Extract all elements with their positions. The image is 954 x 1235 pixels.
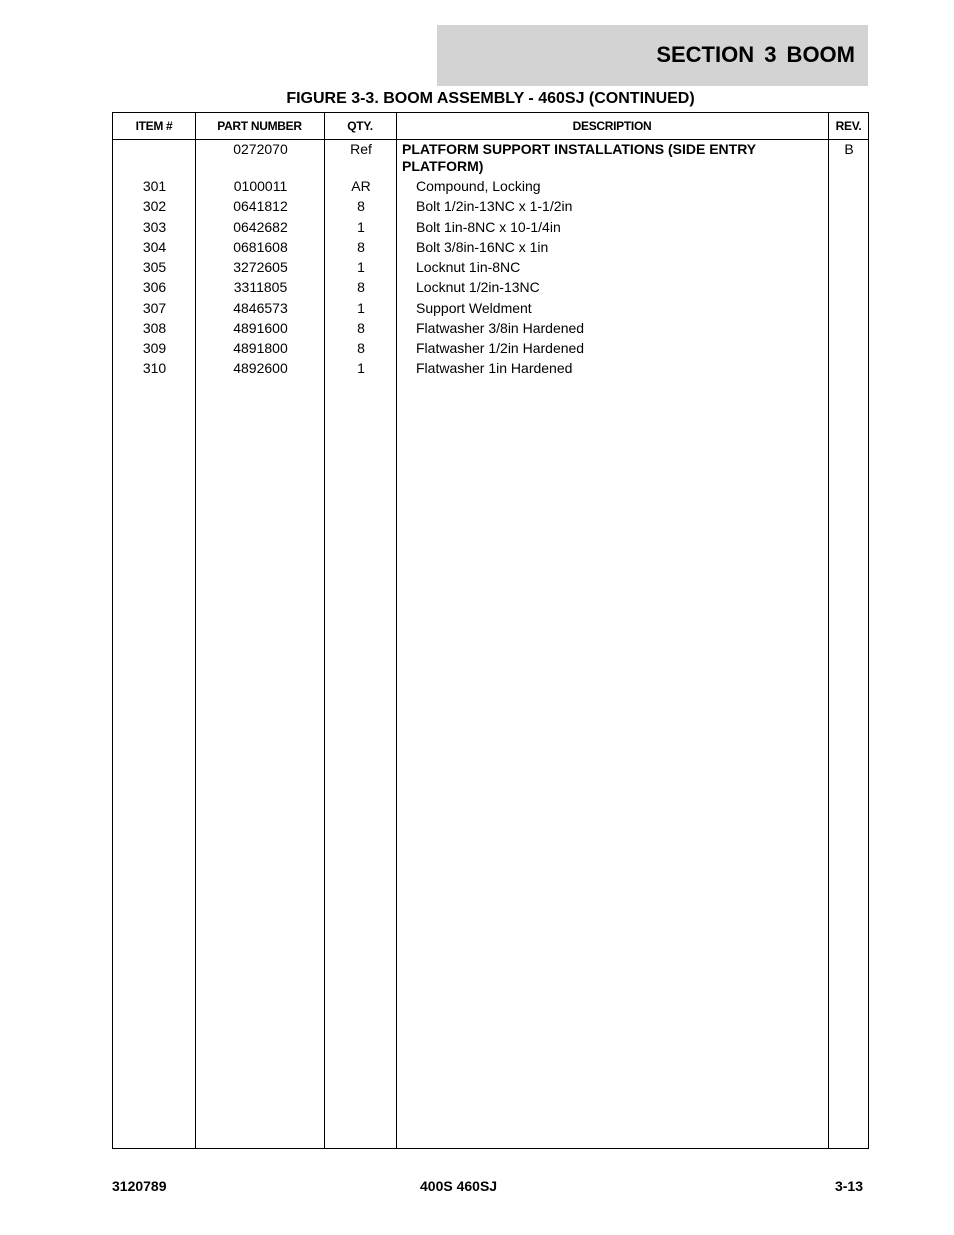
part-number-cell: 3272605 bbox=[233, 259, 288, 275]
part-number-cell: 0642682 bbox=[233, 219, 288, 235]
parts-table bbox=[112, 112, 869, 1149]
part-number-cell: 4891600 bbox=[233, 320, 288, 336]
part-number-cell: 4892600 bbox=[233, 360, 288, 376]
item-cell: 307 bbox=[142, 300, 167, 316]
qty-cell: 1 bbox=[357, 219, 365, 235]
qty-cell: 8 bbox=[357, 320, 365, 336]
section-header-band bbox=[437, 25, 868, 86]
item-cell: 306 bbox=[142, 279, 167, 295]
column-header-part-number: PART NUMBER bbox=[217, 119, 302, 133]
part-number-cell: 0681608 bbox=[233, 239, 288, 255]
footer-page-number: 3-13 bbox=[834, 1178, 863, 1194]
footer-doc-number: 3120789 bbox=[112, 1178, 167, 1194]
description-cell: Flatwasher 1/2in Hardened bbox=[416, 340, 585, 356]
section-title: SECTION 3 BOOM bbox=[656, 42, 855, 67]
rev-cell: B bbox=[844, 141, 854, 157]
description-cell: Flatwasher 1in Hardened bbox=[416, 360, 573, 376]
column-header-description: DESCRIPTION bbox=[572, 119, 652, 133]
description-cell: Flatwasher 3/8in Hardened bbox=[416, 320, 585, 336]
qty-cell: 8 bbox=[357, 279, 365, 295]
qty-cell: 1 bbox=[357, 300, 365, 316]
item-cell: 302 bbox=[142, 198, 167, 214]
header-divider bbox=[113, 139, 868, 140]
item-cell: 304 bbox=[142, 239, 167, 255]
column-header-item: ITEM # bbox=[135, 119, 173, 133]
part-number-cell: 0641812 bbox=[233, 198, 288, 214]
description-cell: Bolt 1in-8NC x 10-1/4in bbox=[416, 219, 561, 235]
qty-cell: 8 bbox=[357, 239, 365, 255]
part-number-cell: 0100011 bbox=[233, 178, 288, 194]
description-cell: PLATFORM SUPPORT INSTALLATIONS (SIDE ENTRY PLATFORM) bbox=[402, 141, 756, 174]
item-cell: 303 bbox=[142, 219, 167, 235]
description-cell: Locknut 1in-8NC bbox=[416, 259, 521, 275]
description-cell: Support Weldment bbox=[416, 300, 532, 316]
column-header-rev: REV. bbox=[835, 119, 862, 133]
qty-cell: AR bbox=[351, 178, 371, 194]
item-cell: 309 bbox=[142, 340, 167, 356]
part-number-cell: 0272070 bbox=[233, 141, 288, 157]
item-cell: 301 bbox=[142, 178, 167, 194]
figure-title: FIGURE 3-3. BOOM ASSEMBLY - 460SJ (CONTINUED) bbox=[286, 90, 695, 107]
qty-cell: 8 bbox=[357, 198, 365, 214]
description-cell: Compound, Locking bbox=[416, 178, 541, 194]
column-header-qty: QTY. bbox=[347, 119, 373, 133]
item-cell: 305 bbox=[142, 259, 167, 275]
part-number-cell: 4846573 bbox=[233, 300, 288, 316]
qty-cell: Ref bbox=[350, 141, 372, 157]
description-cell: Bolt 3/8in-16NC x 1in bbox=[416, 239, 549, 255]
description-cell: Bolt 1/2in-13NC x 1-1/2in bbox=[416, 198, 573, 214]
qty-cell: 8 bbox=[357, 340, 365, 356]
part-number-cell: 4891800 bbox=[233, 340, 288, 356]
item-cell: 310 bbox=[142, 360, 167, 376]
footer-model: 400S 460SJ bbox=[420, 1178, 498, 1194]
part-number-cell: 3311805 bbox=[233, 279, 288, 295]
item-cell: 308 bbox=[142, 320, 167, 336]
qty-cell: 1 bbox=[357, 259, 365, 275]
description-cell: Locknut 1/2in-13NC bbox=[416, 279, 540, 295]
qty-cell: 1 bbox=[357, 360, 365, 376]
